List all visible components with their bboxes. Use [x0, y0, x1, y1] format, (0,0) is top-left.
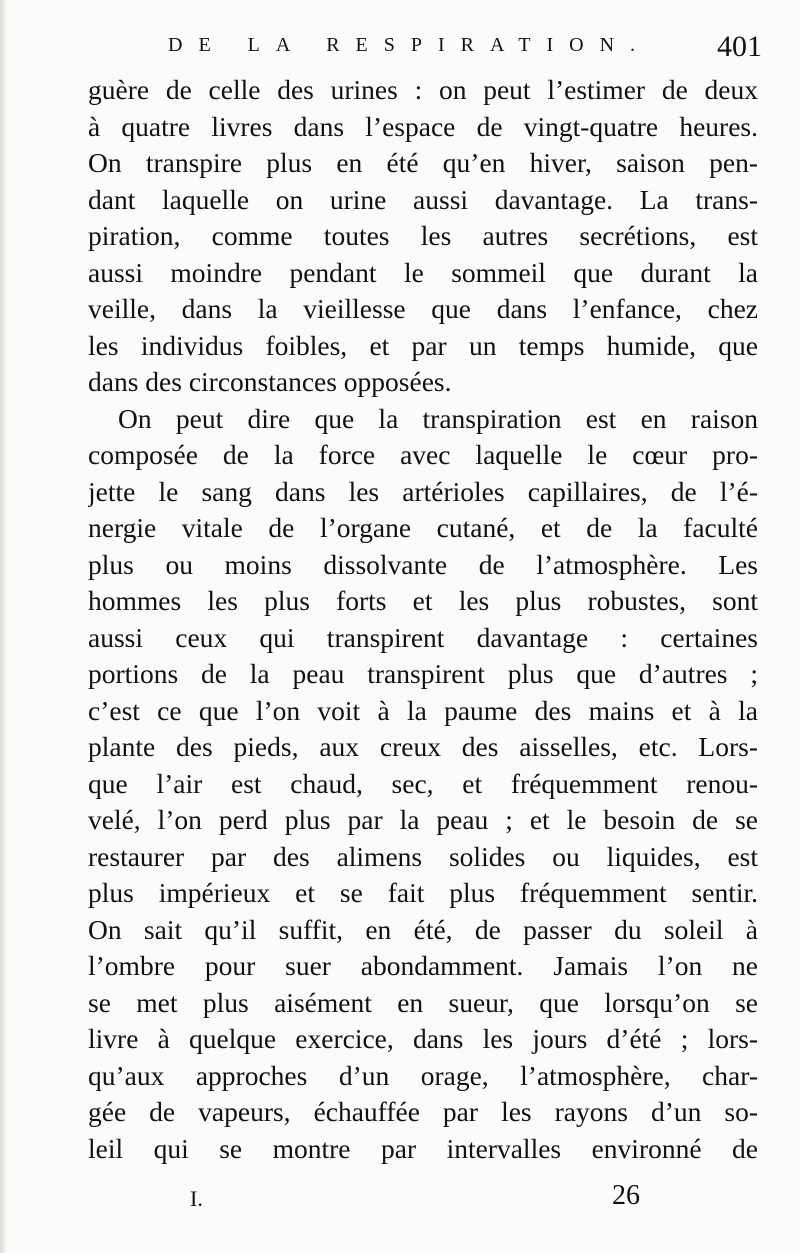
text-line: portions de la peau transpirent plus que d’autres ; — [88, 658, 758, 689]
text-line: se met plus aisément en sueur, que lorsqu’on se — [88, 986, 758, 1018]
text-line: les individus foibles, et par un temps humide, que — [88, 329, 758, 361]
text-line: piration, comme toutes les autres secrétions, est — [88, 220, 758, 251]
text-line: veille, dans la vieillesse que dans l’enfance, chez — [88, 293, 758, 324]
text-line: aussi moindre pendant le sommeil que durant la — [88, 256, 758, 288]
text-line: nergie vitale de l’organe cutané, et de la faculté — [88, 512, 758, 543]
text-line: gée de vapeurs, échauffée par les rayons d’un so- — [88, 1096, 758, 1127]
text-line: c’est ce que l’on voit à la paume des mains et à la — [88, 694, 758, 726]
text-line: qu’aux approches d’un orage, l’atmosphère, char- — [88, 1059, 758, 1091]
text-line: dant laquelle on urine aussi davantage. La trans- — [88, 183, 758, 215]
text-line: l’ombre pour suer abondamment. Jamais l’on ne — [88, 950, 758, 981]
signature-mark: I. — [190, 1186, 203, 1211]
running-head: DE LA RESPIRATION. — [168, 34, 652, 56]
page-number: 401 — [717, 30, 762, 63]
text-line: leil qui se montre par intervalles environné de — [88, 1132, 758, 1164]
text-line: que l’air est chaud, sec, et fréquemment renou- — [88, 767, 758, 799]
text-line: On transpire plus en été qu’en hiver, saison pen- — [88, 147, 758, 178]
text-line: livre à quelque exercice, dans les jours d’été ; lors- — [88, 1023, 758, 1054]
body-text — [88, 72, 758, 1167]
text-line: dans des circonstances opposées. — [88, 366, 452, 397]
paragraph-start-line: On peut dire que la transpiration est en raison — [118, 402, 758, 434]
text-line: hommes les plus forts et les plus robustes, sont — [88, 585, 758, 616]
text-line: restaurer par des alimens solides ou liquides, est — [88, 840, 758, 872]
text-line: plante des pieds, aux creux des aisselles, etc. Lors- — [88, 731, 758, 762]
folio-number: 26 — [612, 1180, 640, 1211]
page-footer — [190, 1180, 640, 1220]
page-edge-shadow — [0, 0, 6, 1253]
text-line: plus ou moins dissolvante de l’atmosphère. Les — [88, 548, 758, 580]
text-line: jette le sang dans les artérioles capillaires, de l’é- — [88, 475, 758, 507]
text-line: guère de celle des urines : on peut l’estimer de deux — [88, 74, 758, 105]
page-header — [160, 30, 770, 66]
text-line: composée de la force avec laquelle le cœur pro- — [88, 439, 758, 470]
text-line: aussi ceux qui transpirent davantage : certaines — [88, 621, 758, 653]
text-line: velé, l’on perd plus par la peau ; et le besoin de se — [88, 804, 758, 835]
text-line: plus impérieux et se fait plus fréquemment sentir. — [88, 877, 758, 908]
text-line: On sait qu’il suffit, en été, de passer du soleil à — [88, 913, 758, 945]
text-line: à quatre livres dans l’espace de vingt-quatre heures. — [88, 110, 758, 142]
